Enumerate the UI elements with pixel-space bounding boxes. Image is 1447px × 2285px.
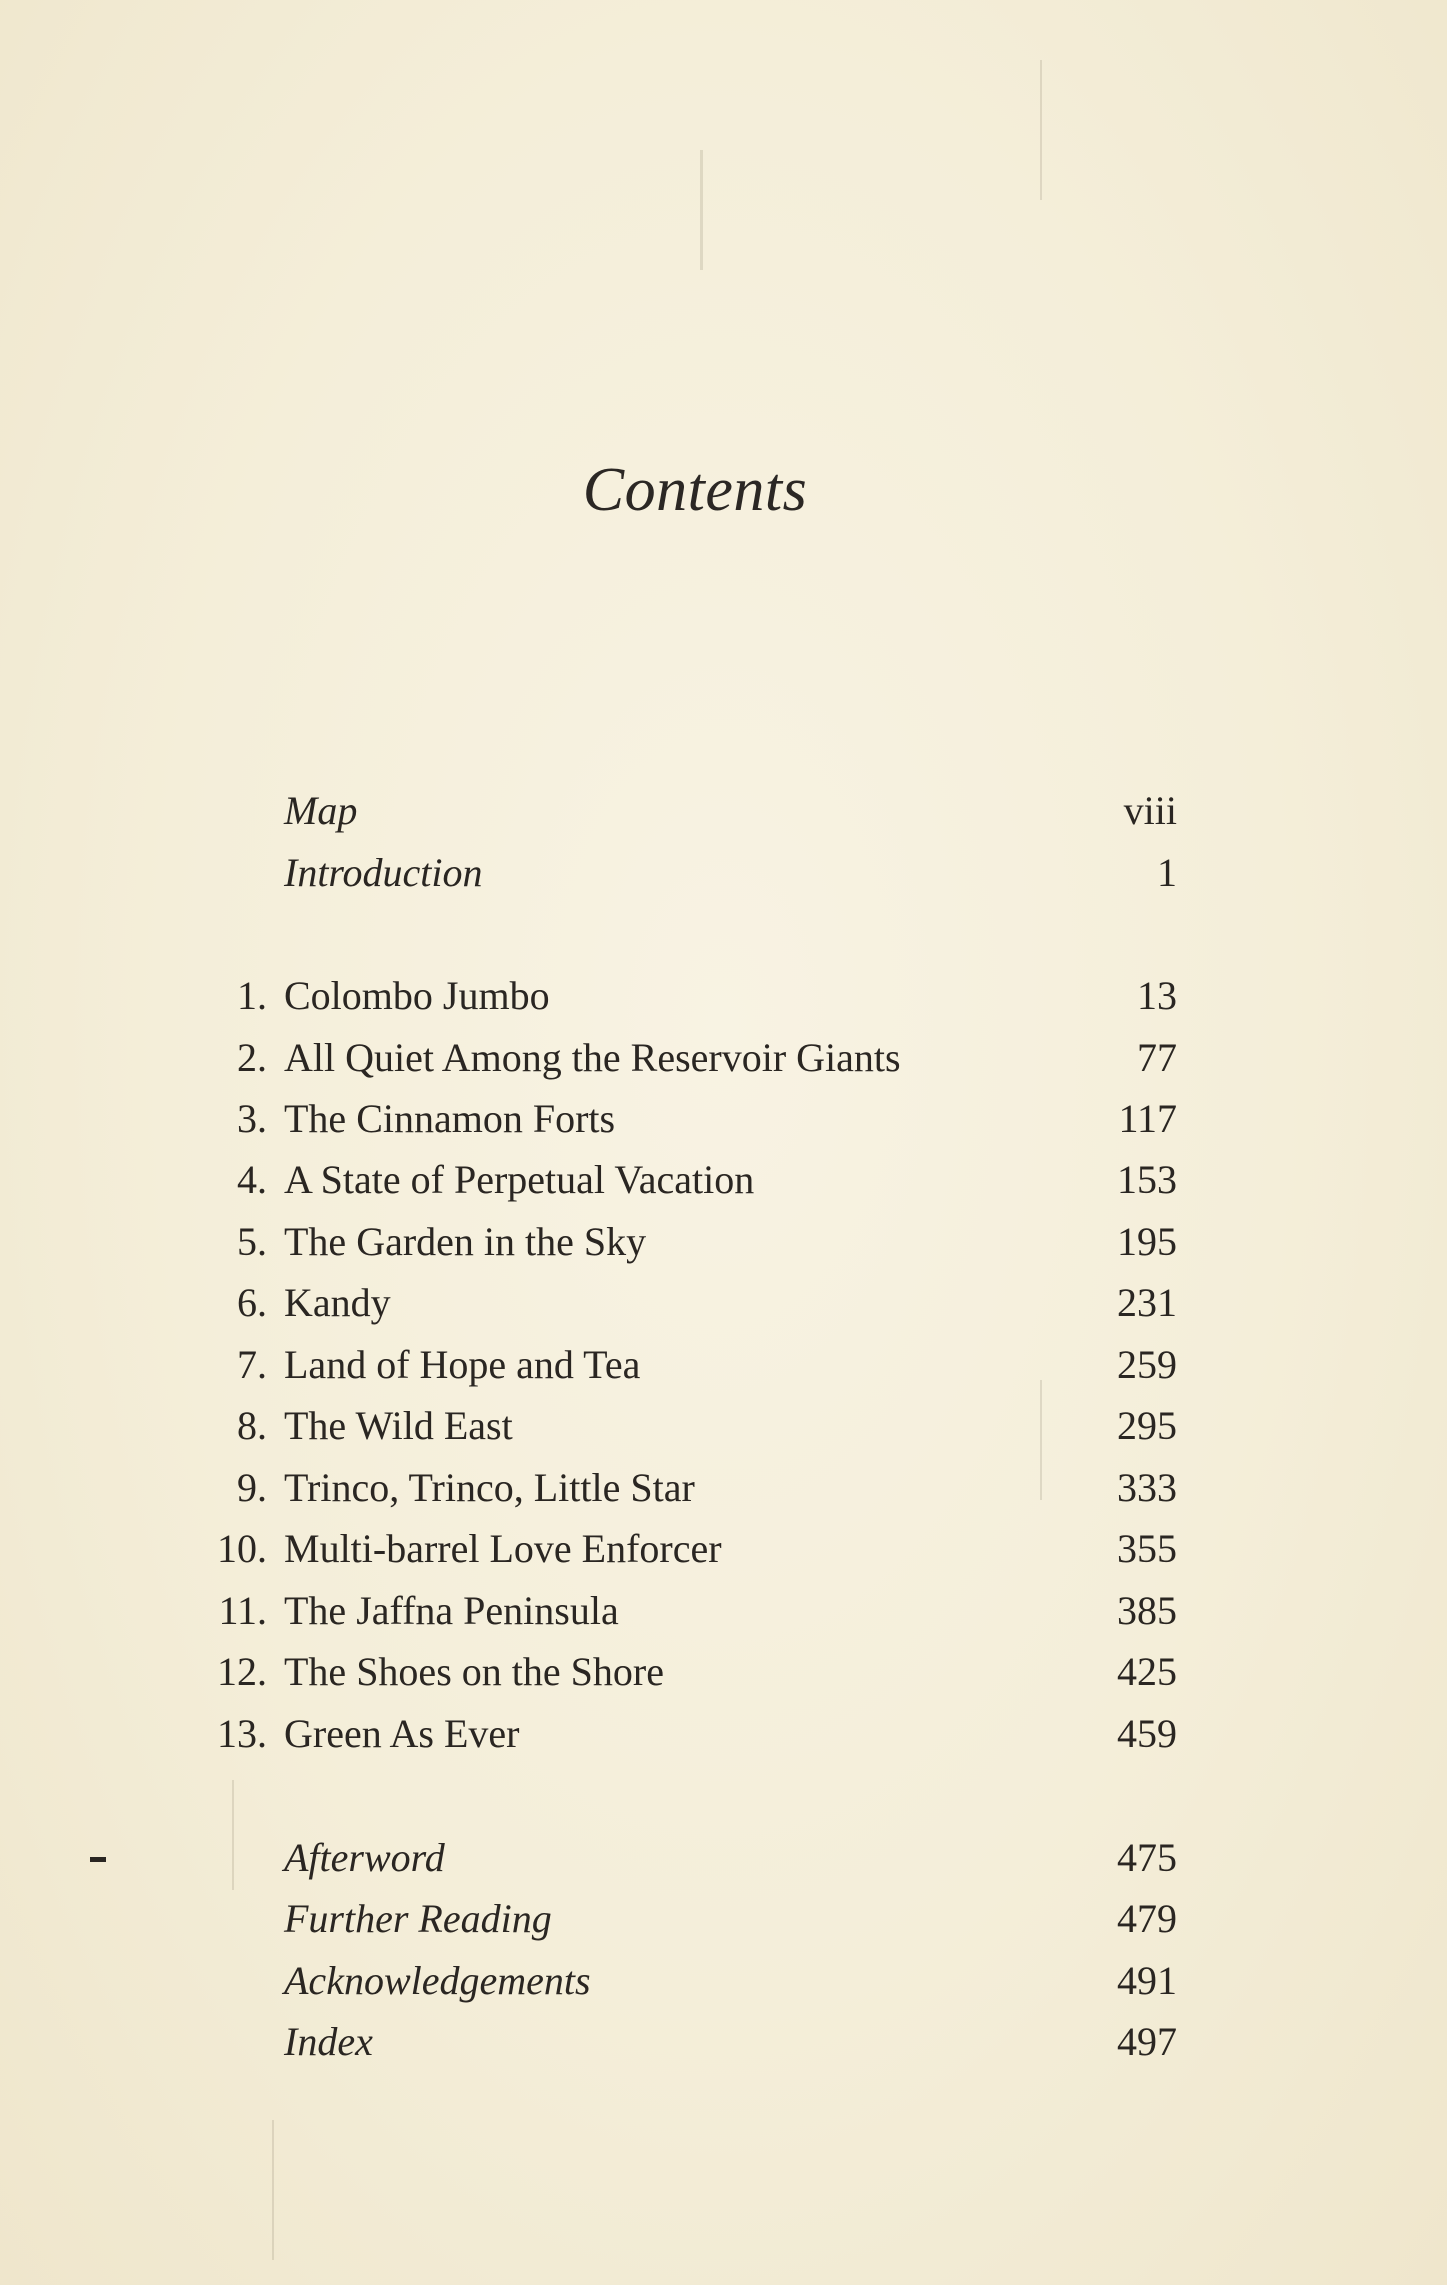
toc-chapter [0,968,1447,1024]
chapter-number: 9. [237,1465,267,1510]
chapter-number: 8. [237,1403,267,1448]
chapter-title: Land of Hope and Tea [284,1342,641,1387]
toc-entry-page: 491 [1117,1958,1177,2003]
toc-entry-label: Map [284,788,358,833]
toc-entry-page: viii [1123,788,1177,833]
toc-chapter [0,1398,1447,1454]
chapter-page: 153 [1117,1157,1177,1202]
toc-entry-label: Introduction [284,850,483,895]
chapter-page: 117 [1118,1096,1177,1141]
chapter-number: 10. [217,1526,267,1571]
toc-chapter [0,1644,1447,1700]
toc-chapter [0,1152,1447,1208]
chapter-number: 7. [237,1342,267,1387]
toc-chapter [0,1521,1447,1577]
toc-chapter [0,1091,1447,1147]
chapter-page: 425 [1117,1649,1177,1694]
chapter-page: 77 [1137,1035,1177,1080]
toc-chapter [0,1706,1447,1762]
toc-entry-acknowledgements [0,1953,1447,2009]
toc-entry-page: 497 [1117,2019,1177,2064]
toc-entry-label: Acknowledgements [284,1958,591,2003]
toc-entry-introduction [0,845,1447,901]
toc-entry-page: 475 [1117,1835,1177,1880]
chapter-number: 5. [237,1219,267,1264]
scan-mark [700,150,703,270]
chapter-number: 3. [237,1096,267,1141]
toc-chapter [0,1337,1447,1393]
chapter-title: Kandy [284,1280,391,1325]
chapter-number: 12. [217,1649,267,1694]
toc-entry-label: Further Reading [284,1896,552,1941]
chapter-number: 1. [237,973,267,1018]
chapter-number: 11. [218,1588,267,1633]
toc-entry-further-reading [0,1891,1447,1947]
chapter-page: 259 [1117,1342,1177,1387]
toc-chapter [0,1275,1447,1331]
chapter-page: 231 [1117,1280,1177,1325]
page-title: Contents [582,456,808,524]
chapter-title: Multi-barrel Love Enforcer [284,1526,722,1571]
chapter-title: The Wild East [284,1403,513,1448]
chapter-title: The Cinnamon Forts [284,1096,616,1141]
chapter-title: Trinco, Trinco, Little Star [284,1465,695,1510]
toc-entry-afterword [0,1830,1447,1886]
chapter-number: 6. [237,1280,267,1325]
toc-entry-index [0,2014,1447,2070]
toc-entry-page: 479 [1117,1896,1177,1941]
chapter-number: 4. [237,1157,267,1202]
toc-chapter [0,1583,1447,1639]
chapter-title: Colombo Jumbo [284,973,550,1018]
toc-entry-page: 1 [1157,850,1177,895]
chapter-page: 295 [1117,1403,1177,1448]
toc-chapter [0,1214,1447,1270]
chapter-page: 385 [1117,1588,1177,1633]
chapter-number: 2. [237,1035,267,1080]
chapter-page: 195 [1117,1219,1177,1264]
chapter-page: 355 [1117,1526,1177,1571]
chapter-number: 13. [217,1711,267,1756]
chapter-page: 13 [1137,973,1177,1018]
toc-entry-label: Afterword [284,1835,445,1880]
toc-chapter [0,1460,1447,1516]
chapter-title: The Shoes on the Shore [284,1649,664,1694]
toc-entry-map [0,783,1447,839]
chapter-title: The Jaffna Peninsula [284,1588,619,1633]
chapter-title: A State of Perpetual Vacation [284,1157,755,1202]
chapter-title: All Quiet Among the Reservoir Giants [284,1035,901,1080]
chapter-title: Green As Ever [284,1711,520,1756]
scan-mark [1040,60,1042,200]
chapter-page: 333 [1117,1465,1177,1510]
scan-mark [272,2120,274,2260]
chapter-title: The Garden in the Sky [284,1219,647,1264]
toc-chapter [0,1030,1447,1086]
toc-entry-label: Index [284,2019,373,2064]
chapter-page: 459 [1117,1711,1177,1756]
